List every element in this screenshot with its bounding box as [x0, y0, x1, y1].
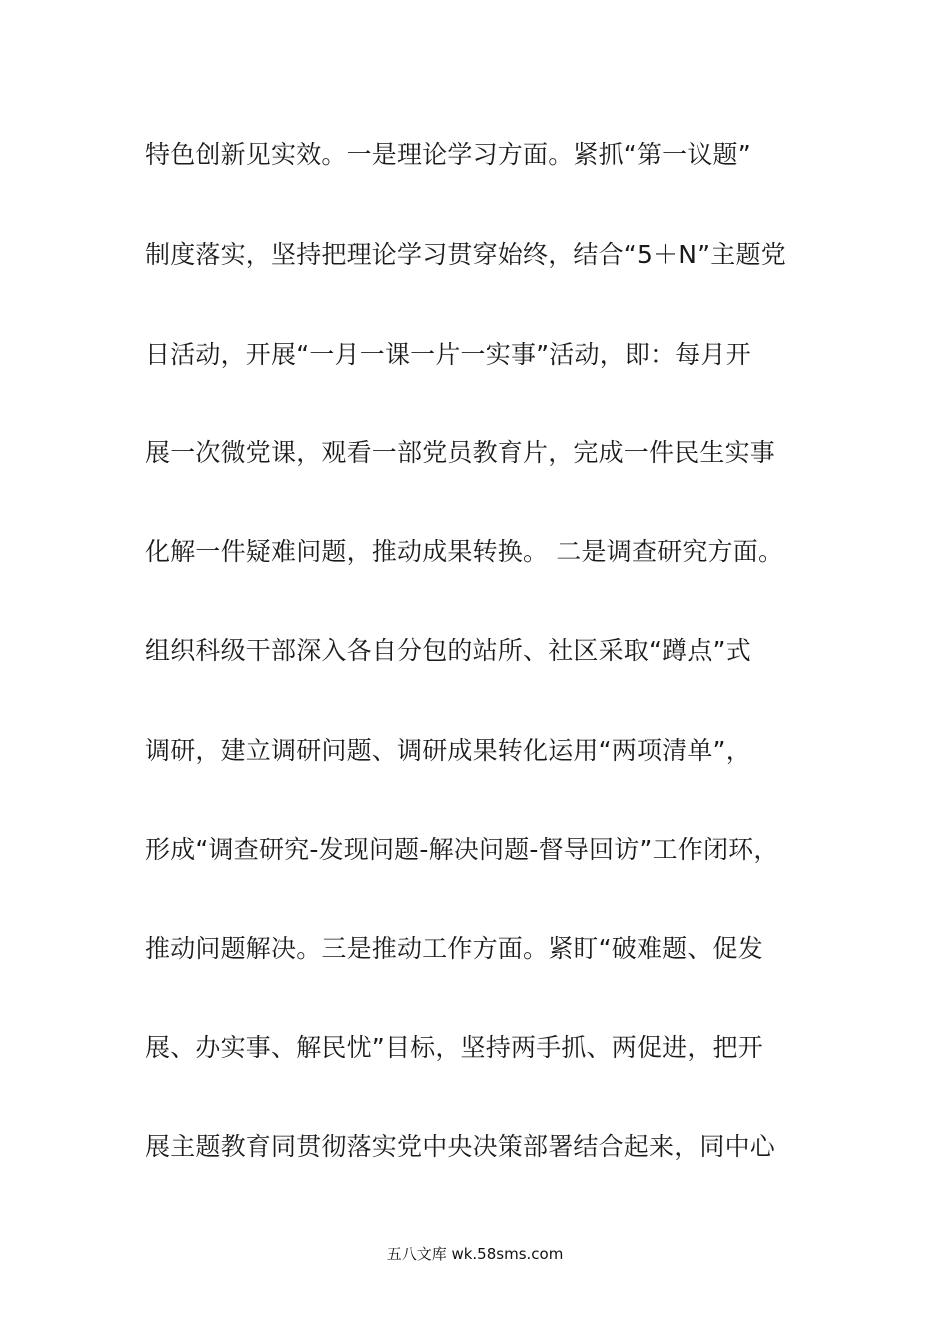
body-text-line: 展、办实事、解民忧”目标，坚持两手抓、两促进，把开 — [145, 1033, 763, 1062]
body-text-line: 形成“调查研究-发现问题-解决问题-督导回访”工作闭环， — [145, 835, 779, 864]
body-text-line: 推动问题解决。三是推动工作方面。紧盯“破难题、促发 — [145, 934, 763, 963]
body-text-line: 调研，建立调研问题、调研成果转化运用“两项清单”， — [145, 736, 751, 765]
body-text-line: 制度落实，坚持把理论学习贯穿始终，结合“5＋N”主题党 — [145, 240, 786, 269]
body-text-line: 展主题教育同贯彻落实党中央决策部署结合起来，同中心 — [145, 1132, 776, 1161]
footer-watermark: 五八文库 wk.58sms.com — [386, 1245, 564, 1263]
body-text-line: 化解一件疑难问题，推动成果转换。 二是调查研究方面。 — [145, 537, 784, 566]
body-text-line: 日活动，开展“一月一课一片一实事”活动，即：每月开 — [145, 340, 751, 369]
body-text-line: 特色创新见实效。一是理论学习方面。紧抓“第一议题” — [145, 140, 751, 169]
body-text-line: 组织科级干部深入各自分包的站所、社区采取“蹲点”式 — [145, 636, 751, 665]
body-text-line: 展一次微党课，观看一部党员教育片，完成一件民生实事 — [145, 438, 776, 467]
